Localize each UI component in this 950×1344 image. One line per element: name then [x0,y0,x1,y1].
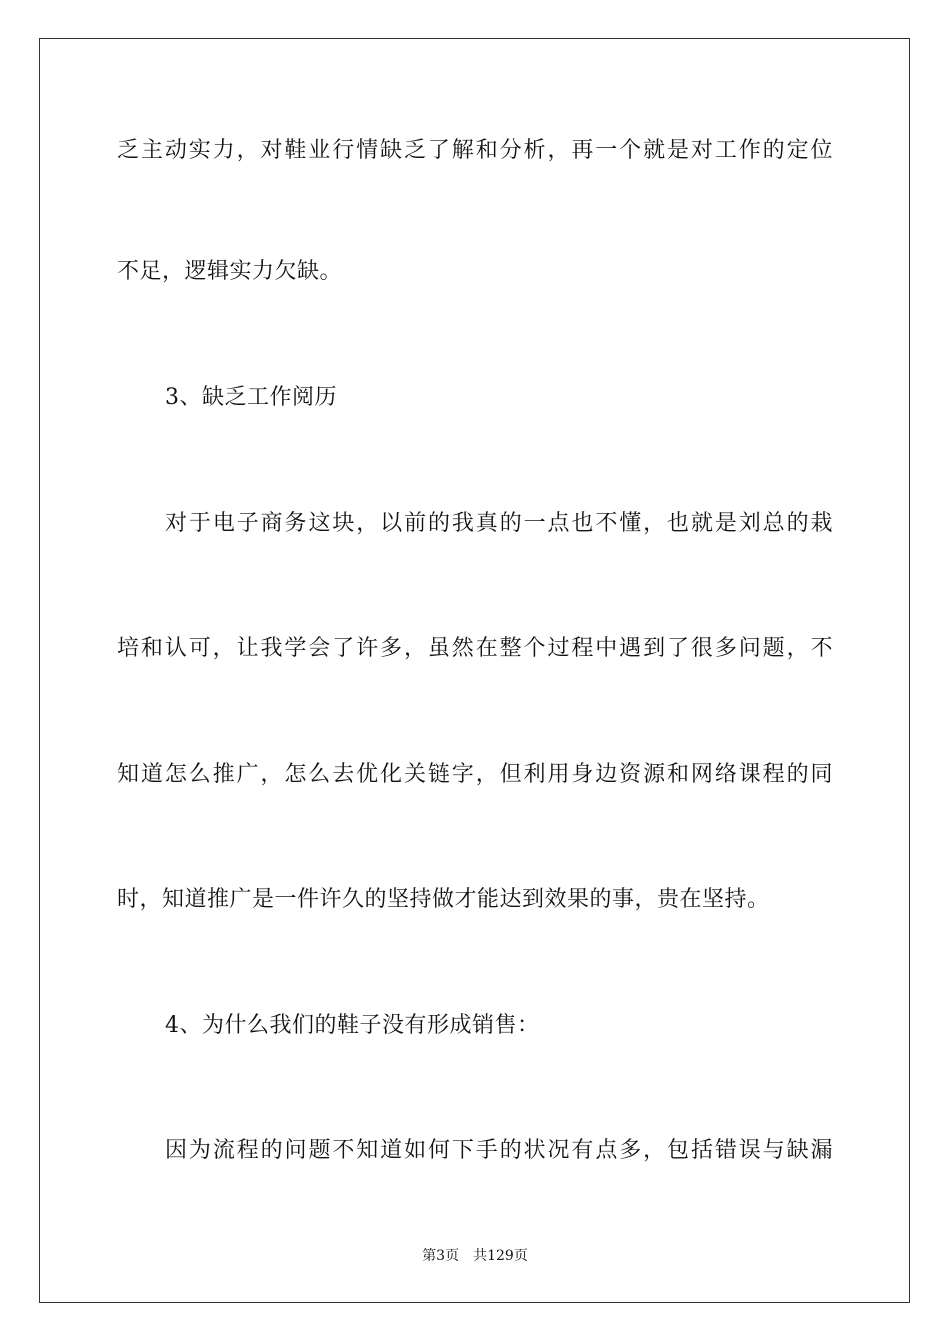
page-number: 第3页 [422,1248,460,1264]
body-text-line-1: 乏主动实力，对鞋业行情缺乏了解和分析，再一个就是对工作的定位 [117,138,833,163]
body-text-line-4: 对于电子商务这块，以前的我真的一点也不懂，也就是刘总的栽 [165,511,833,536]
body-text-line-7: 时，知道推广是一件许久的坚持做才能达到效果的事，贵在坚持。 [117,887,770,912]
section-heading-3: 3、缺乏工作阅历 [165,385,337,410]
body-text-line-2: 不足，逻辑实力欠缺。 [117,259,343,284]
body-text-line-5: 培和认可，让我学会了许多，虽然在整个过程中遇到了很多问题，不 [117,636,833,661]
body-text-line-9: 因为流程的问题不知道如何下手的状况有点多，包括错误与缺漏 [165,1138,833,1163]
page-footer [0,1247,950,1265]
total-pages: 共129页 [473,1248,528,1264]
section-heading-4: 4、为什么我们的鞋子没有形成销售： [165,1013,540,1038]
body-text-line-6: 知道怎么推广，怎么去优化关链字，但利用身边资源和网络课程的同 [117,762,833,787]
page-border [39,38,910,1303]
